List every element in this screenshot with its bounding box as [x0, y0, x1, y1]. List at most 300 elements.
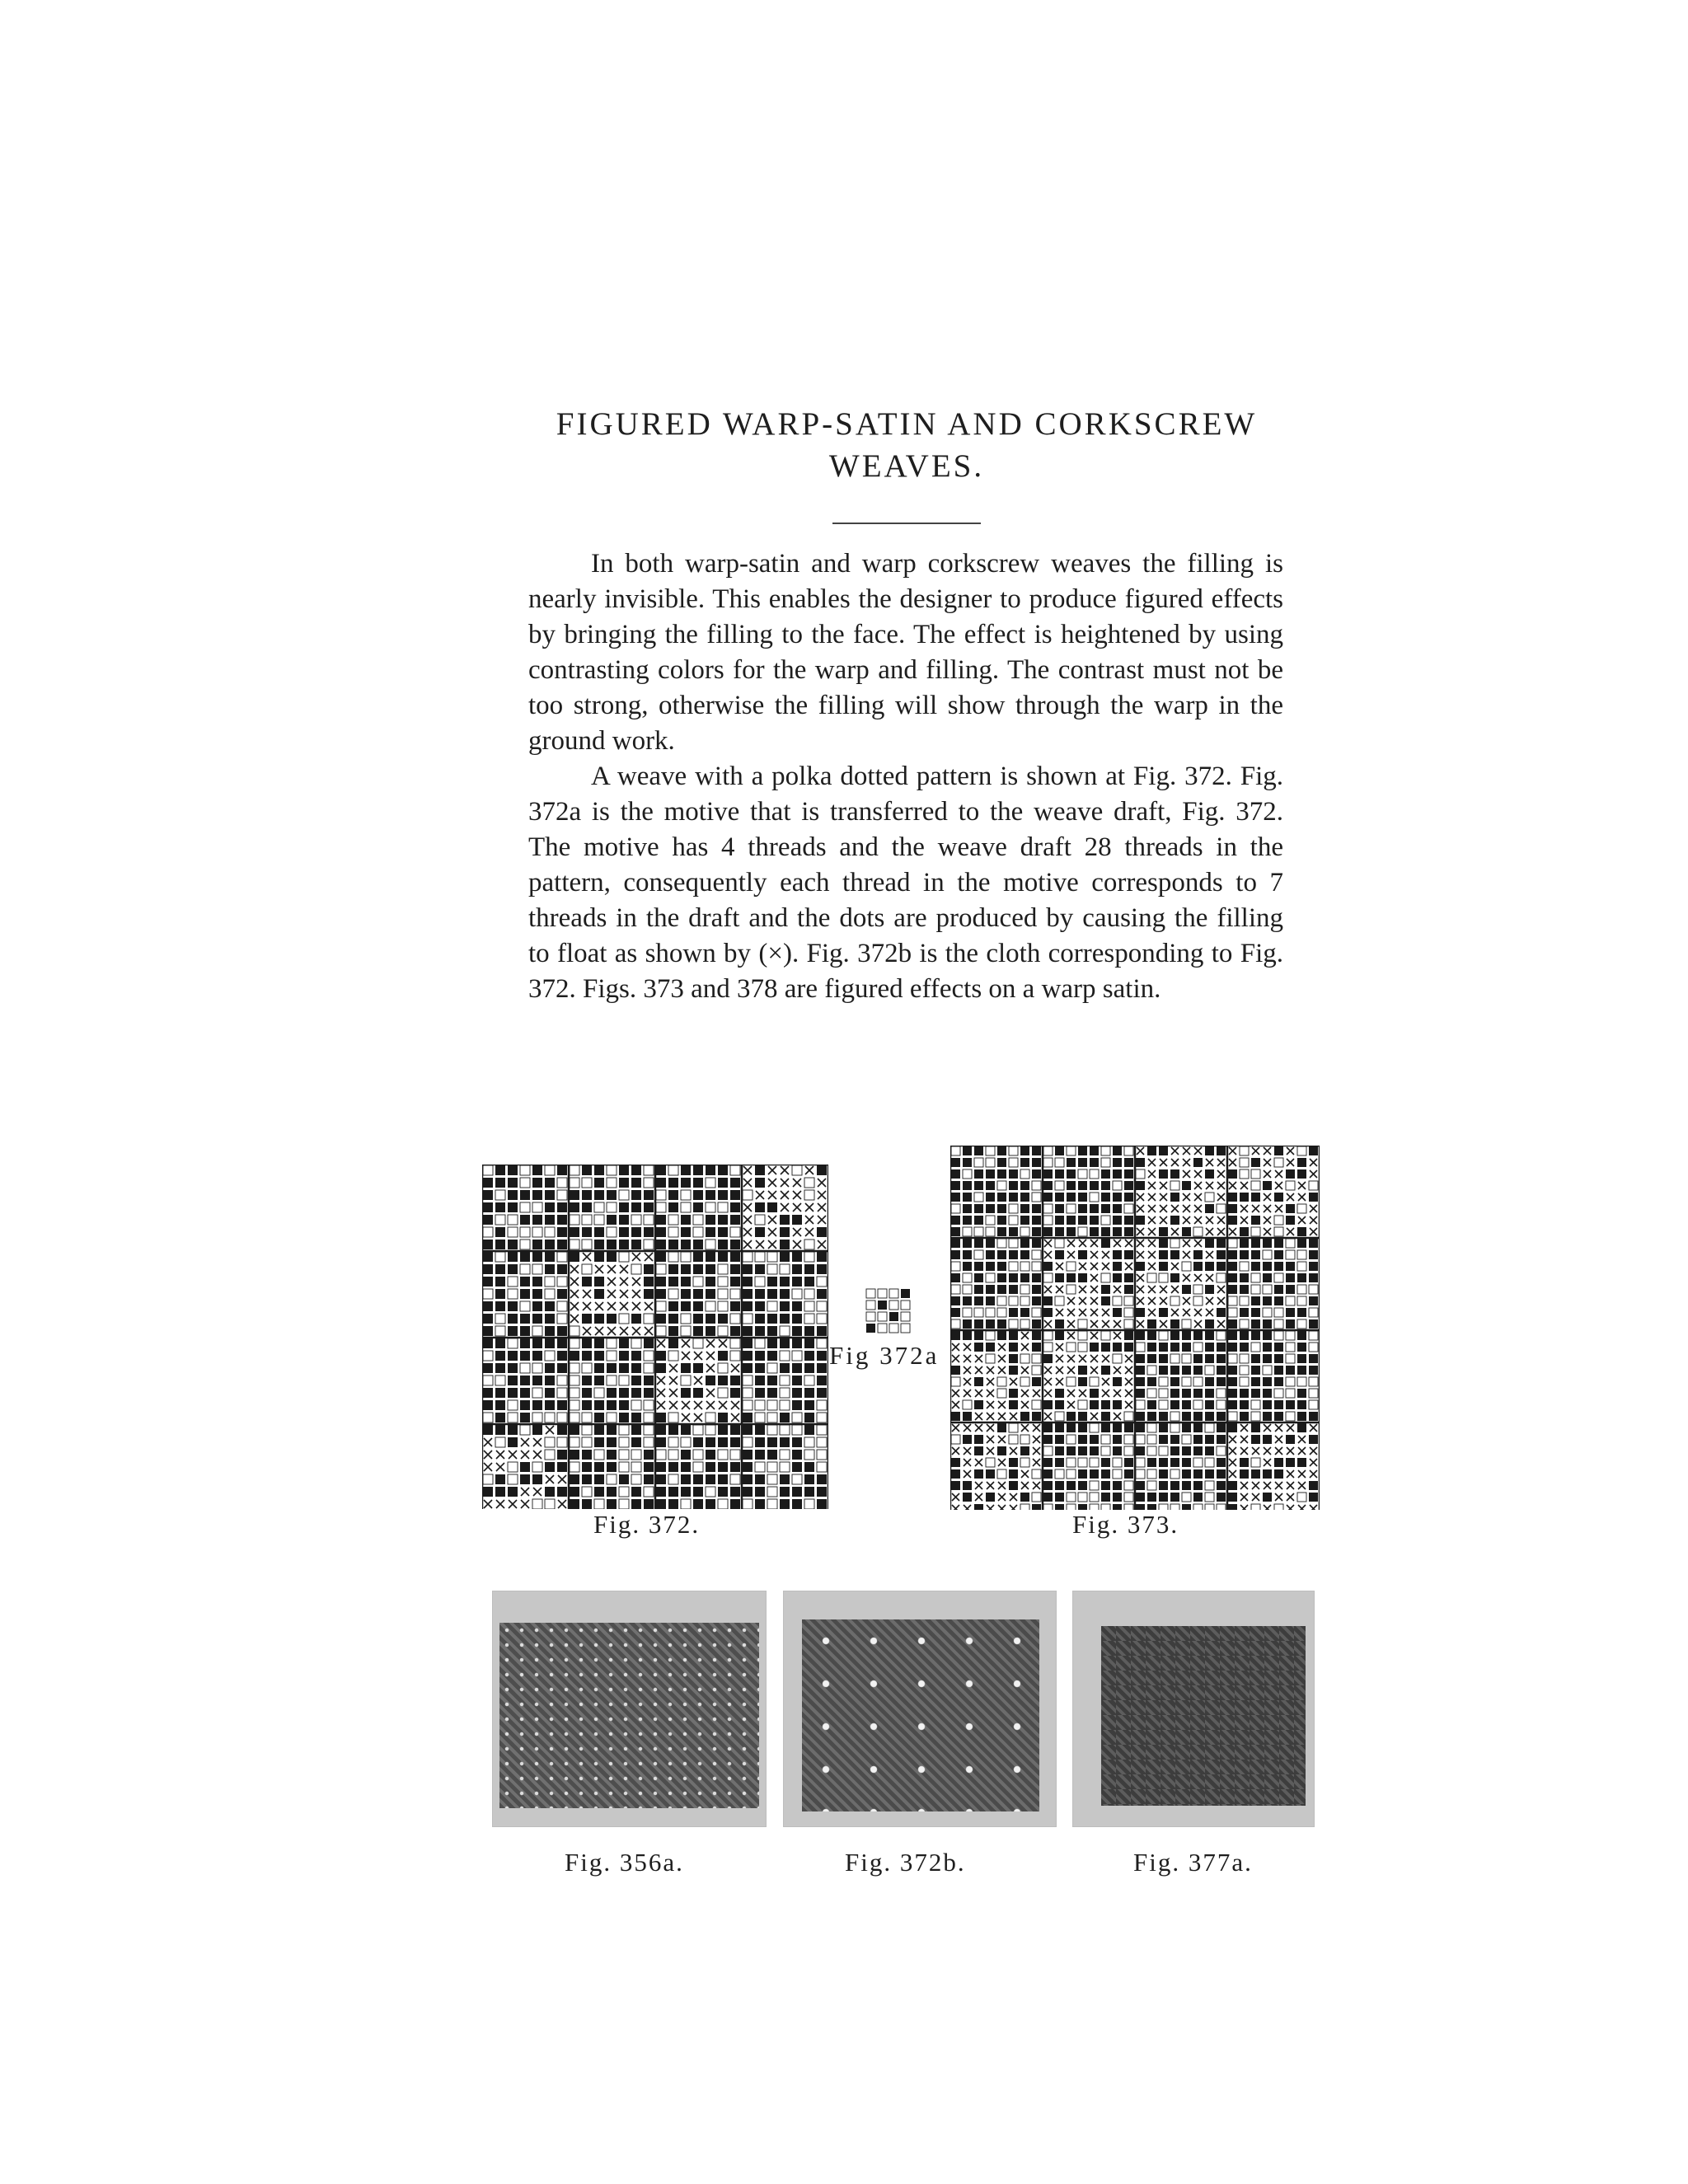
draft-cell-raised [1078, 1435, 1087, 1444]
draft-cell-raised [644, 1376, 654, 1385]
draft-cell-lowered [755, 1277, 765, 1286]
draft-cell-raised [1043, 1308, 1053, 1317]
draft-cell-raised [495, 1165, 505, 1175]
draft-cell-raised [1136, 1504, 1145, 1510]
draft-cell-lowered [1101, 1146, 1110, 1155]
draft-cell-lowered [1020, 1169, 1029, 1179]
draft-cell-float [496, 1500, 504, 1508]
draft-cell-float [1310, 1216, 1317, 1224]
draft-cell-raised [483, 1252, 493, 1262]
draft-cell-float [743, 1216, 752, 1224]
draft-cell-raised [1043, 1481, 1053, 1490]
draft-cell-lowered [483, 1351, 493, 1361]
draft-cell-raised [532, 1301, 542, 1311]
draft-cell-lowered [767, 1499, 777, 1509]
draft-cell-raised [792, 1326, 802, 1336]
fig-372b-caption: Fig. 372b. [845, 1848, 966, 1877]
draft-cell-raised [730, 1252, 740, 1262]
draft-cell-raised [1043, 1493, 1053, 1502]
draft-cell-raised [631, 1425, 641, 1435]
draft-cell-lowered [974, 1193, 983, 1202]
draft-cell-raised [1078, 1216, 1087, 1225]
draft-cell-raised [545, 1301, 555, 1311]
draft-cell-raised [1193, 1158, 1203, 1167]
draft-cell-lowered [532, 1388, 542, 1398]
draft-cell-float [521, 1500, 529, 1508]
draft-cell-raised [706, 1437, 715, 1447]
draft-cell-raised [570, 1487, 579, 1497]
draft-cell-raised [1240, 1331, 1249, 1340]
draft-cell-raised [963, 1319, 972, 1329]
draft-cell-raised [1297, 1331, 1306, 1340]
draft-cell-lowered [532, 1499, 542, 1509]
draft-cell-lowered [631, 1450, 641, 1460]
draft-cell-raised [1147, 1400, 1156, 1409]
draft-cell-lowered [817, 1400, 827, 1410]
draft-cell-raised [974, 1319, 983, 1329]
draft-cell-lowered [1286, 1181, 1295, 1190]
draft-cell-lowered [570, 1388, 579, 1398]
draft-cell-lowered [545, 1450, 555, 1460]
draft-cell-raised [520, 1314, 530, 1324]
draft-cell-lowered [495, 1215, 505, 1225]
draft-cell-raised [997, 1204, 1006, 1213]
draft-cell-lowered [594, 1499, 604, 1509]
draft-cell-lowered [1309, 1377, 1318, 1386]
draft-cell-raised [817, 1376, 827, 1385]
draft-cell-raised [1228, 1331, 1237, 1340]
draft-cell-raised [1170, 1273, 1179, 1282]
draft-cell-float [998, 1436, 1006, 1443]
draft-cell-float [1264, 1159, 1271, 1166]
draft-cell-raised [693, 1240, 703, 1249]
draft-cell-lowered [1274, 1273, 1283, 1282]
draft-cell-lowered [997, 1239, 1006, 1248]
draft-cell-raised [570, 1227, 579, 1237]
draft-cell-float [975, 1482, 982, 1489]
draft-cell-raised [582, 1462, 592, 1472]
draft-cell-raised [743, 1338, 753, 1348]
draft-cell-raised [1136, 1446, 1145, 1455]
draft-cell-lowered [997, 1296, 1006, 1305]
draft-cell-lowered [718, 1202, 728, 1212]
draft-cell-raised [1170, 1389, 1179, 1398]
draft-cell-float [558, 1500, 566, 1508]
draft-cell-raised [607, 1400, 617, 1410]
draft-cell-raised [1009, 1250, 1018, 1259]
draft-cell-lowered [508, 1338, 518, 1348]
draft-cell-raised [730, 1462, 740, 1472]
draft-cell-float [1114, 1332, 1121, 1339]
draft-cell-raised [743, 1351, 753, 1361]
draft-cell-float [657, 1376, 665, 1385]
draft-cell-raised [668, 1202, 678, 1212]
draft-cell-lowered [1020, 1319, 1029, 1329]
draft-cell-raised [1136, 1158, 1145, 1167]
draft-cell-float [694, 1401, 702, 1409]
draft-cell-raised [1113, 1504, 1122, 1510]
draft-cell-raised [668, 1326, 678, 1336]
draft-cell-float [1148, 1182, 1156, 1189]
draft-cell-raised [997, 1319, 1006, 1329]
draft-cell-float [607, 1265, 616, 1273]
draft-cell-raised [792, 1215, 802, 1225]
draft-cell-raised [1090, 1343, 1099, 1352]
draft-cell-raised [974, 1169, 983, 1179]
draft-cell-raised [594, 1413, 604, 1422]
draft-cell-float [484, 1500, 492, 1508]
draft-cell-float [1056, 1366, 1063, 1374]
draft-cell-raised [1101, 1204, 1110, 1213]
draft-cell-lowered [1124, 1308, 1133, 1317]
draft-cell-raised [1286, 1366, 1295, 1375]
draft-cell-raised [594, 1289, 604, 1299]
draft-cell-float [731, 1401, 739, 1409]
draft-cell-raised [693, 1202, 703, 1212]
draft-cell-lowered [986, 1331, 995, 1340]
draft-cell-raised [706, 1474, 715, 1484]
draft-cell-lowered [656, 1202, 666, 1212]
draft-cell-lowered [644, 1165, 654, 1175]
draft-cell-lowered [532, 1264, 542, 1274]
draft-cell-float [1148, 1240, 1156, 1247]
draft-cell-raised [1078, 1193, 1087, 1202]
draft-cell-raised [532, 1474, 542, 1484]
draft-cell-float [756, 1191, 764, 1199]
draft-cell-raised [718, 1178, 728, 1188]
draft-cell-lowered [557, 1301, 567, 1311]
draft-cell-raised [1055, 1389, 1064, 1398]
draft-cell-float [1183, 1309, 1190, 1316]
draft-cell-raised [974, 1239, 983, 1248]
draft-cell-float [1240, 1493, 1248, 1501]
draft-cell-lowered [1078, 1400, 1087, 1409]
draft-cell-lowered [718, 1326, 728, 1336]
motive-cell [889, 1289, 898, 1298]
draft-cell-raised [1032, 1146, 1041, 1155]
draft-cell-lowered [767, 1474, 777, 1484]
draft-cell-raised [792, 1462, 802, 1472]
draft-cell-lowered [681, 1376, 691, 1385]
draft-cell-float [964, 1355, 971, 1362]
draft-cell-float [1287, 1447, 1294, 1455]
draft-cell-float [1229, 1228, 1236, 1235]
draft-cell-raised [508, 1178, 518, 1188]
draft-cell-lowered [1217, 1400, 1226, 1409]
draft-cell-float [657, 1339, 665, 1347]
draft-cell-raised [1217, 1412, 1226, 1421]
draft-cell-float [1033, 1459, 1040, 1466]
draft-cell-raised [743, 1363, 753, 1373]
draft-cell-raised [681, 1363, 691, 1373]
draft-cell-lowered [1124, 1204, 1133, 1213]
draft-cell-raised [656, 1425, 666, 1435]
draft-cell-raised [951, 1273, 960, 1282]
motive-cell [878, 1289, 887, 1298]
draft-cell-raised [1193, 1493, 1203, 1502]
draft-cell-float [1114, 1286, 1121, 1293]
draft-cell-raised [817, 1487, 827, 1497]
draft-cell-float [952, 1424, 959, 1432]
draft-cell-raised [483, 1338, 493, 1348]
draft-cell-raised [1136, 1308, 1145, 1317]
draft-cell-raised [1170, 1446, 1179, 1455]
draft-cell-raised [631, 1190, 641, 1200]
draft-cell-raised [631, 1351, 641, 1361]
draft-cell-raised [1182, 1389, 1191, 1398]
draft-cell-raised [986, 1493, 995, 1502]
draft-cell-raised [1193, 1469, 1203, 1479]
draft-cell-raised [974, 1216, 983, 1225]
draft-cell-lowered [1297, 1296, 1306, 1305]
draft-cell-lowered [951, 1435, 960, 1444]
draft-cell-float [952, 1505, 959, 1510]
draft-cell-lowered [557, 1252, 567, 1262]
draft-cell-lowered [644, 1351, 654, 1361]
draft-cell-raised [1055, 1146, 1064, 1155]
draft-cell-lowered [532, 1462, 542, 1472]
draft-cell-raised [594, 1487, 604, 1497]
draft-cell-raised [508, 1264, 518, 1274]
draft-cell-lowered [817, 1462, 827, 1472]
draft-cell-float [1310, 1170, 1317, 1178]
draft-cell-lowered [1286, 1239, 1295, 1248]
draft-cell-lowered [607, 1413, 617, 1422]
draft-cell-raised [1240, 1469, 1249, 1479]
draft-cell-float [706, 1339, 715, 1347]
draft-cell-raised [1217, 1308, 1226, 1317]
draft-cell-raised [1274, 1377, 1283, 1386]
fig-377a-cloth [1101, 1626, 1306, 1806]
draft-cell-raised [780, 1252, 790, 1262]
draft-cell-lowered [1159, 1400, 1168, 1409]
draft-cell-raised [1159, 1469, 1168, 1479]
draft-cell-raised [1078, 1204, 1087, 1213]
draft-cell-raised [1309, 1250, 1318, 1259]
draft-cell-raised [1124, 1216, 1133, 1225]
draft-cell-lowered [644, 1178, 654, 1188]
draft-cell-raised [997, 1193, 1006, 1202]
draft-cell-float [1125, 1401, 1132, 1408]
draft-cell-raised [1240, 1193, 1249, 1202]
draft-cell-raised [1251, 1216, 1260, 1225]
draft-cell-raised [780, 1487, 790, 1497]
draft-cell-raised [1309, 1354, 1318, 1363]
draft-cell-raised [951, 1331, 960, 1340]
draft-cell-raised [1159, 1423, 1168, 1432]
draft-cell-raised [1078, 1469, 1087, 1479]
draft-cell-raised [1078, 1446, 1087, 1455]
draft-cell-float [1056, 1263, 1063, 1270]
draft-cell-float [975, 1424, 982, 1432]
draft-cell-raised [582, 1277, 592, 1286]
draft-cell-float [1160, 1193, 1167, 1201]
draft-cell-raised [1113, 1250, 1122, 1259]
draft-cell-raised [1182, 1469, 1191, 1479]
draft-cell-raised [817, 1326, 827, 1336]
draft-cell-lowered [1274, 1389, 1283, 1398]
draft-cell-raised [963, 1481, 972, 1490]
draft-cell-float [1298, 1505, 1306, 1510]
draft-cell-raised [495, 1351, 505, 1361]
draft-cell-lowered [1309, 1308, 1318, 1317]
draft-cell-float [682, 1352, 690, 1360]
draft-cell-raised [1113, 1262, 1122, 1271]
draft-cell-raised [986, 1181, 995, 1190]
draft-cell-lowered [1032, 1400, 1041, 1409]
draft-cell-raised [1263, 1273, 1272, 1282]
draft-cell-raised [557, 1326, 567, 1336]
draft-cell-raised [619, 1363, 629, 1373]
draft-cell-raised [997, 1146, 1006, 1155]
draft-cell-raised [545, 1487, 555, 1497]
draft-cell-raised [1090, 1181, 1099, 1190]
draft-cell-raised [1251, 1308, 1260, 1317]
draft-cell-lowered [570, 1437, 579, 1447]
draft-cell-raised [743, 1413, 753, 1422]
draft-cell-float [657, 1401, 665, 1409]
draft-cell-raised [644, 1450, 654, 1460]
draft-cell-raised [792, 1388, 802, 1398]
draft-cell-raised [508, 1190, 518, 1200]
draft-cell-raised [804, 1326, 814, 1336]
draft-cell-raised [668, 1338, 678, 1348]
draft-cell-raised [1263, 1262, 1272, 1271]
draft-cell-lowered [1286, 1354, 1295, 1363]
draft-cell-lowered [780, 1264, 790, 1274]
draft-cell-float [768, 1240, 776, 1249]
draft-cell-raised [1297, 1458, 1306, 1467]
draft-cell-raised [1286, 1435, 1295, 1444]
draft-cell-raised [483, 1487, 493, 1497]
draft-cell-lowered [1020, 1458, 1029, 1467]
draft-cell-raised [1205, 1377, 1214, 1386]
draft-cell-lowered [1286, 1331, 1295, 1340]
draft-cell-lowered [755, 1338, 765, 1348]
draft-cell-raised [619, 1400, 629, 1410]
draft-cell-raised [1113, 1481, 1122, 1490]
draft-cell-raised [706, 1376, 715, 1385]
draft-cell-raised [706, 1165, 715, 1175]
draft-cell-float [1137, 1251, 1144, 1258]
draft-cell-lowered [1147, 1423, 1156, 1432]
draft-cell-lowered [767, 1301, 777, 1311]
draft-cell-lowered [1009, 1296, 1018, 1305]
draft-cell-lowered [520, 1425, 530, 1435]
draft-cell-raised [693, 1499, 703, 1509]
draft-cell-float [781, 1166, 789, 1174]
draft-cell-raised [1101, 1412, 1110, 1421]
draft-cell-float [1137, 1240, 1144, 1247]
draft-cell-lowered [1147, 1366, 1156, 1375]
draft-cell-lowered [1055, 1158, 1064, 1167]
draft-cell-raised [1205, 1389, 1214, 1398]
draft-cell-float [607, 1277, 616, 1286]
draft-cell-lowered [1251, 1169, 1260, 1179]
draft-cell-float [1194, 1205, 1202, 1212]
paragraph-1: In both warp-satin and warp corkscrew weaves the filling is nearly invisible. This enables the designer to produce figured effects by bringing the filling to the face. The effect is heightened by using contrasting colors for the warp and filling. The contrast must not be too strong, otherwise the filling will show through the warp in the ground work. [528, 549, 1283, 756]
draft-cell-float [1194, 1309, 1202, 1316]
draft-cell-float [1137, 1205, 1144, 1212]
draft-cell-float [743, 1166, 752, 1174]
draft-cell-raised [792, 1437, 802, 1447]
draft-cell-lowered [1240, 1377, 1249, 1386]
draft-cell-raised [1205, 1319, 1214, 1329]
draft-cell-lowered [718, 1277, 728, 1286]
draft-cell-raised [1009, 1469, 1018, 1479]
draft-cell-raised [582, 1376, 592, 1385]
draft-cell-float [1183, 1170, 1190, 1178]
draft-cell-lowered [718, 1499, 728, 1509]
draft-cell-raised [681, 1462, 691, 1472]
draft-cell-raised [730, 1376, 740, 1385]
draft-cell-lowered [607, 1178, 617, 1188]
draft-cell-raised [693, 1165, 703, 1175]
draft-cell-raised [974, 1331, 983, 1340]
draft-cell-lowered [1032, 1366, 1041, 1375]
draft-cell-float [1194, 1170, 1202, 1178]
draft-cell-raised [607, 1462, 617, 1472]
draft-cell-raised [1136, 1331, 1145, 1340]
draft-cell-float [818, 1191, 826, 1199]
draft-cell-float [521, 1488, 529, 1496]
draft-cell-float [987, 1366, 994, 1374]
draft-cell-raised [730, 1190, 740, 1200]
draft-cell-float [1079, 1355, 1086, 1362]
draft-cell-lowered [557, 1376, 567, 1385]
draft-cell-raised [644, 1264, 654, 1274]
draft-cell-raised [656, 1240, 666, 1249]
draft-cell-float [1217, 1216, 1225, 1224]
draft-cell-lowered [508, 1474, 518, 1484]
draft-cell-raised [1182, 1481, 1191, 1490]
draft-cell-raised [743, 1301, 753, 1311]
draft-cell-lowered [1159, 1377, 1168, 1386]
draft-cell-raised [780, 1413, 790, 1422]
draft-cell-float [1148, 1286, 1156, 1293]
draft-cell-raised [594, 1425, 604, 1435]
draft-cell-raised [594, 1351, 604, 1361]
draft-cell-raised [743, 1450, 753, 1460]
draft-cell-lowered [582, 1264, 592, 1274]
draft-cell-float [1160, 1216, 1167, 1224]
draft-cell-raised [483, 1314, 493, 1324]
draft-cell-raised [1274, 1296, 1283, 1305]
draft-cell-raised [532, 1314, 542, 1324]
draft-cell-float [1287, 1493, 1294, 1501]
draft-cell-raised [495, 1289, 505, 1299]
draft-cell-lowered [668, 1165, 678, 1175]
draft-cell-raised [792, 1450, 802, 1460]
draft-cell-float [1194, 1216, 1202, 1224]
draft-cell-raised [780, 1240, 790, 1249]
draft-cell-lowered [508, 1289, 518, 1299]
draft-cell-float [1287, 1159, 1294, 1166]
draft-cell-raised [718, 1252, 728, 1262]
draft-cell-float [1021, 1470, 1029, 1478]
draft-cell-raised [951, 1458, 960, 1467]
draft-cell-lowered [1020, 1296, 1029, 1305]
draft-cell-float [1298, 1436, 1306, 1443]
draft-cell-raised [1286, 1319, 1295, 1329]
draft-cell-raised [619, 1202, 629, 1212]
draft-cell-lowered [1205, 1423, 1214, 1432]
draft-cell-raised [1020, 1308, 1029, 1317]
draft-cell-raised [619, 1388, 629, 1398]
draft-cell-float [964, 1424, 971, 1432]
draft-cell-lowered [1297, 1319, 1306, 1329]
draft-cell-raised [1286, 1400, 1295, 1409]
